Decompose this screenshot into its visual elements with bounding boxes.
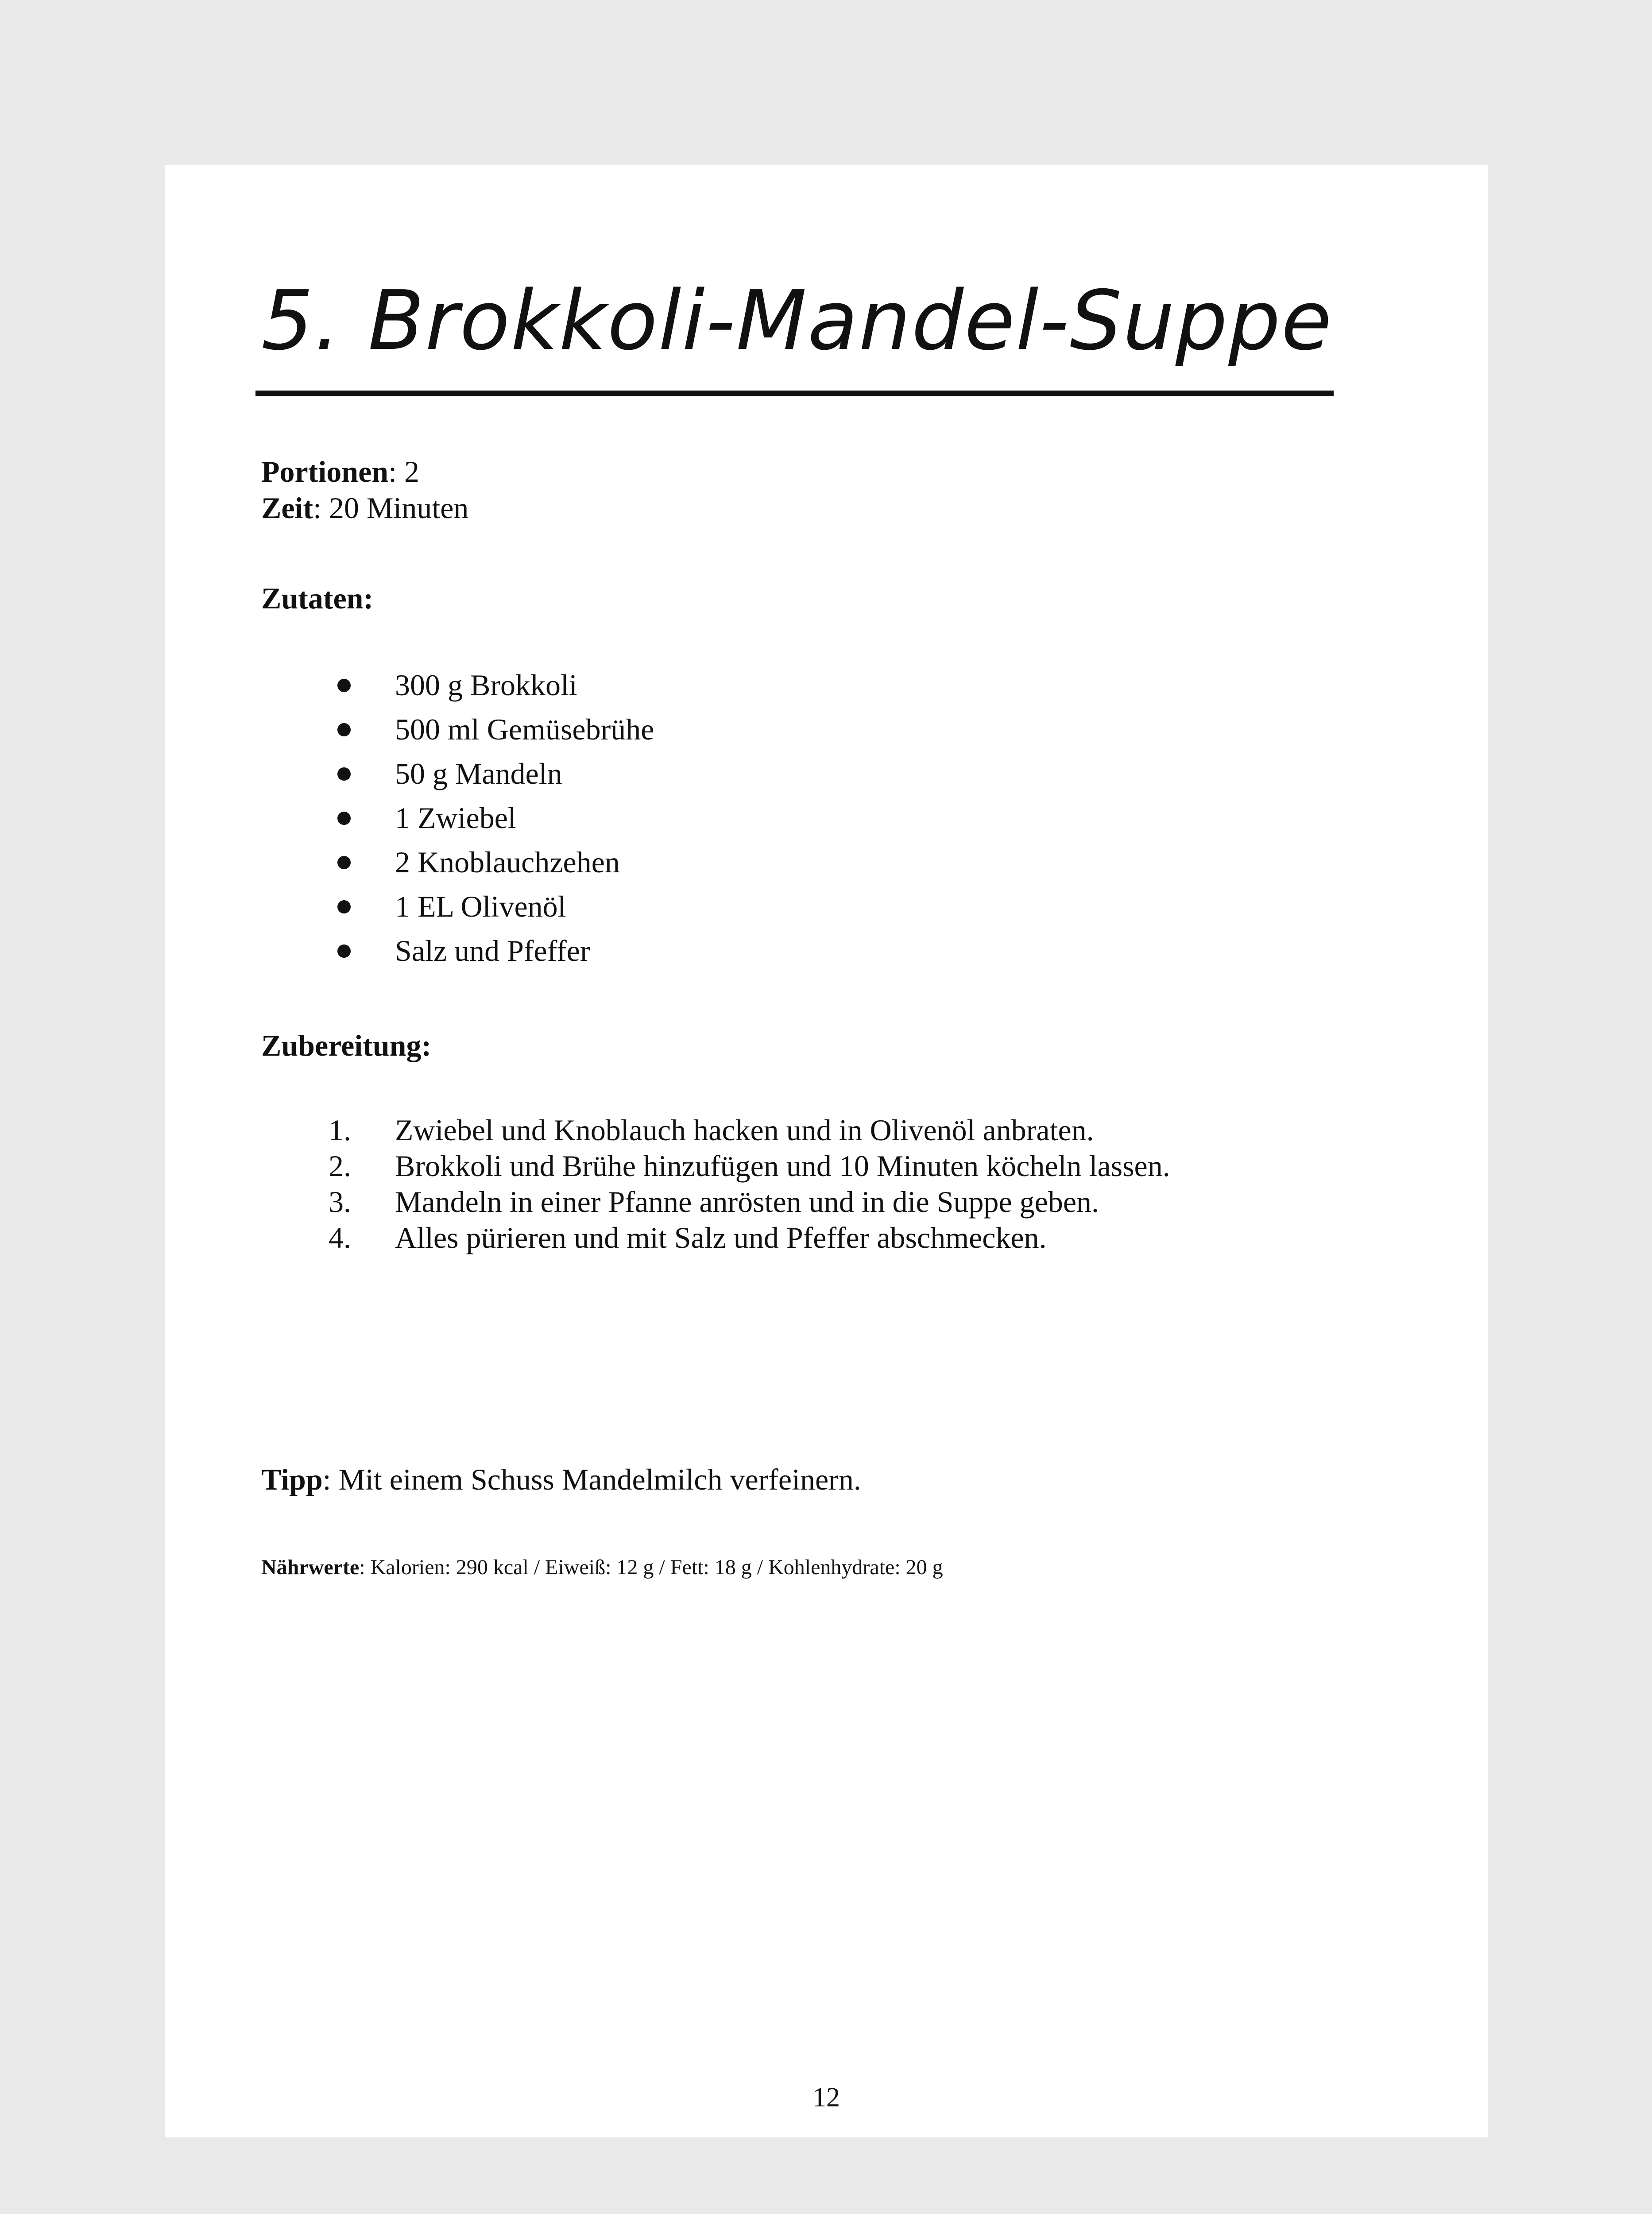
bullet-icon	[337, 812, 351, 825]
tip-line	[261, 1462, 861, 1497]
servings-value: : 2	[388, 455, 419, 488]
bullet-icon	[337, 944, 351, 958]
time-value: : 20 Minuten	[313, 491, 469, 525]
servings-line	[261, 453, 468, 490]
bullet-icon	[337, 723, 351, 736]
time-line	[261, 490, 468, 526]
page-number: 12	[812, 2082, 840, 2113]
recipe-meta	[261, 453, 468, 526]
recipe-title: 5. Brokkoli-Mandel-Suppe	[261, 273, 1333, 368]
servings-label: Portionen	[261, 455, 389, 488]
ingredient-text: Salz und Pfeffer	[395, 934, 590, 968]
step-number: 2.	[329, 1149, 351, 1183]
step-number: 3.	[329, 1185, 351, 1219]
step-number: 1.	[329, 1113, 351, 1147]
title-underline	[255, 391, 1334, 396]
step-text: Mandeln in einer Pfanne anrösten und in die Suppe geben.	[395, 1185, 1099, 1219]
ingredient-text: 1 Zwiebel	[395, 801, 516, 835]
ingredient-text: 1 EL Olivenöl	[395, 890, 566, 923]
ingredient-text: 2 Knoblauchzehen	[395, 845, 620, 879]
ingredient-text: 300 g Brokkoli	[395, 668, 577, 702]
step-number: 4.	[329, 1221, 351, 1254]
ingredients-heading: Zutaten:	[261, 581, 374, 615]
nutrition-line	[261, 1555, 943, 1579]
step-text: Alles pürieren und mit Salz und Pfeffer abschmecken.	[395, 1221, 1047, 1254]
step-text: Brokkoli und Brühe hinzufügen und 10 Minuten köcheln lassen.	[395, 1149, 1170, 1183]
tip-text: : Mit einem Schuss Mandelmilch verfeinern.	[322, 1463, 861, 1496]
bullet-icon	[337, 679, 351, 692]
ingredient-text: 50 g Mandeln	[395, 757, 562, 790]
tip-label: Tipp	[261, 1463, 323, 1496]
nutrition-text: : Kalorien: 290 kcal / Eiweiß: 12 g / Fett: 18 g / Kohlenhydrate: 20 g	[359, 1556, 943, 1579]
document-page	[165, 165, 1488, 2137]
step-text: Zwiebel und Knoblauch hacken und in Olivenöl anbraten.	[395, 1113, 1094, 1147]
bullet-icon	[337, 900, 351, 913]
nutrition-label: Nährwerte	[261, 1556, 360, 1579]
bullet-icon	[337, 767, 351, 781]
time-label: Zeit	[261, 491, 313, 525]
preparation-heading: Zubereitung:	[261, 1029, 432, 1062]
bullet-icon	[337, 856, 351, 869]
ingredient-text: 500 ml Gemüsebrühe	[395, 712, 654, 746]
